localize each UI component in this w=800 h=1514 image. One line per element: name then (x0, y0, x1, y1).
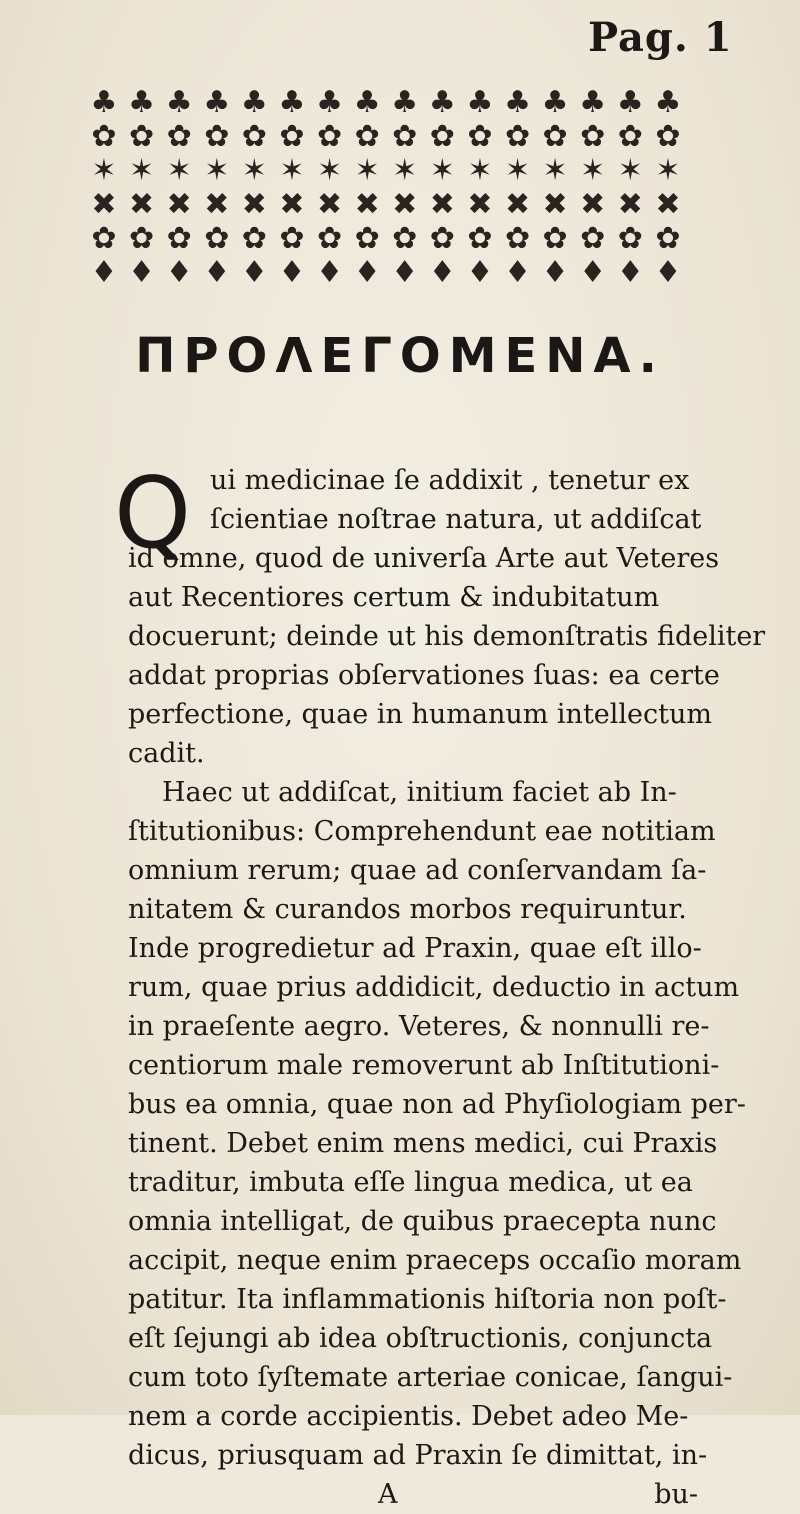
page-number: Pag. 1 (588, 14, 733, 61)
ornament-glyph-icon: ✶ (655, 153, 681, 188)
ornament-glyph-icon: ✶ (504, 153, 531, 188)
ornament-glyph-icon: ♣ (316, 85, 344, 120)
text-line: cum toto ſyſtemate arteriae conicae, ſangui- (128, 1362, 733, 1393)
ornament-glyph-icon: ✶ (166, 153, 192, 188)
ornament-glyph-icon: ✿ (580, 221, 606, 256)
ornament-glyph-icon: ✿ (91, 119, 117, 154)
ornament-glyph-icon: ♣ (165, 85, 193, 120)
ornament-glyph-icon: ✿ (279, 221, 305, 256)
ornament-glyph-icon: ✿ (617, 119, 643, 154)
ornament-glyph-icon: ♦ (353, 255, 381, 290)
ornament-glyph-icon: ♦ (240, 255, 268, 290)
ornament-glyph-icon: ✿ (279, 119, 305, 154)
text-line: docuerunt; deinde ut his demonſtratis fideliter (128, 621, 766, 652)
ornament-glyph-icon: ✿ (129, 119, 155, 154)
ornament-glyph-icon: ✶ (467, 153, 493, 188)
ornament-glyph-icon: ✖ (467, 187, 493, 222)
ornament-glyph-icon: ♦ (391, 255, 419, 290)
ornament-glyph-icon: ✶ (279, 153, 305, 188)
ornament-glyph-icon: ♣ (128, 85, 156, 120)
ornament-glyph-icon: ✶ (354, 153, 380, 188)
text-line: nem a corde accipientis. Debet adeo Me- (128, 1401, 689, 1432)
ornament-glyph-icon: ♣ (240, 85, 268, 120)
ornament-glyph-icon: ✿ (392, 119, 418, 154)
ornament-glyph-icon: ✖ (655, 187, 681, 222)
ornament-glyph-icon: ✿ (241, 221, 267, 256)
ornament-glyph-icon: ✖ (279, 187, 305, 222)
text-line: aut Recentiores certum & indubitatum (128, 582, 660, 613)
ornament-glyph-icon: ♦ (504, 255, 531, 290)
ornament-glyph-icon: ✿ (204, 119, 230, 154)
ornament-glyph-icon: ✿ (467, 221, 493, 256)
ornament-glyph-icon: ✿ (617, 221, 643, 256)
ornament-glyph-icon: ✖ (617, 187, 643, 222)
ornament-glyph-icon: ✿ (542, 221, 568, 256)
ornament-glyph-icon: ♣ (541, 85, 569, 120)
ornament-glyph-icon: ✖ (429, 187, 455, 222)
text-line: centiorum male removerunt ab Inſtitutioni- (128, 1050, 720, 1081)
ornament-glyph-icon: ✖ (241, 187, 267, 222)
text-line: rum, quae prius addidicit, deductio in actum (128, 972, 740, 1003)
ornament-glyph-icon: ✶ (617, 153, 643, 188)
text-line: addat proprias obſervationes ſuas: ea certe (128, 660, 720, 691)
text-line: omnium rerum; quae ad conſervandam ſa- (128, 855, 707, 886)
ornament-glyph-icon: ✶ (429, 153, 455, 188)
text-line: Inde progredietur ad Praxin, quae eſt illo- (128, 933, 702, 964)
ornament-glyph-icon: ♦ (90, 255, 118, 290)
text-line: cadit. (128, 738, 205, 769)
text-line: perfectione, quae in humanum intellectum (128, 699, 712, 730)
ornament-glyph-icon: ✶ (316, 153, 343, 188)
ornament-glyph-icon: ♣ (203, 85, 231, 120)
ornament-glyph-icon: ♣ (504, 85, 531, 120)
ornament-glyph-icon: ♣ (428, 85, 456, 120)
ornament-glyph-icon: ✿ (316, 119, 343, 154)
ornament-glyph-icon: ✿ (542, 119, 568, 154)
ornament-glyph-icon: ✶ (542, 153, 568, 188)
ornament-glyph-icon: ✿ (655, 221, 681, 256)
ornament-glyph-icon: ✿ (354, 119, 380, 154)
ornament-glyph-icon: ✖ (316, 187, 343, 222)
text-line: omnia intelligat, de quibus praecepta nunc (128, 1206, 717, 1237)
ornament-glyph-icon: ✿ (91, 221, 117, 256)
text-line: patitur. Ita inflammationis hiſtoria non poſt- (128, 1284, 727, 1315)
ornament-glyph-icon: ✿ (129, 221, 155, 256)
ornament-glyph-icon: ✿ (241, 119, 267, 154)
text-line: traditur, imbuta eſſe lingua medica, ut ea (128, 1167, 693, 1198)
ornament-glyph-icon: ✖ (204, 187, 230, 222)
ornament-glyph-icon: ✶ (392, 153, 418, 188)
ornament-row (86, 188, 686, 222)
ornament-row (86, 86, 686, 120)
ornament-glyph-icon: ♦ (428, 255, 456, 290)
ornament-glyph-icon: ✶ (91, 153, 117, 188)
text-line: accipit, neque enim praeceps occaſio moram (128, 1245, 742, 1276)
ornament-glyph-icon: ♣ (278, 85, 306, 120)
ornament-glyph-icon: ♦ (654, 255, 682, 290)
ornament-glyph-icon: ✖ (392, 187, 418, 222)
ornament-glyph-icon: ✿ (429, 221, 455, 256)
ornament-glyph-icon: ♦ (466, 255, 494, 290)
text-line: nitatem & curandos morbos requiruntur. (128, 894, 687, 925)
ornament-row (86, 222, 686, 256)
ornament-glyph-icon: ♣ (466, 85, 494, 120)
ornament-row (86, 154, 686, 188)
ornament-glyph-icon: ♣ (616, 85, 644, 120)
ornament-glyph-icon: ✶ (129, 153, 155, 188)
ornament-glyph-icon: ✿ (392, 221, 418, 256)
ornament-glyph-icon: ✿ (467, 119, 493, 154)
ornament-row (86, 120, 686, 154)
ornament-row (86, 256, 686, 290)
ornament-glyph-icon: ✖ (129, 187, 155, 222)
text-line: eſt ſejungi ab idea obſtructionis, conjuncta (128, 1323, 713, 1354)
ornament-glyph-icon: ♦ (278, 255, 306, 290)
ornament-glyph-icon: ♣ (90, 85, 118, 120)
ornament-glyph-icon: ♣ (353, 85, 381, 120)
text-line: ui medicinae ſe addixit , tenetur ex (210, 465, 690, 496)
ornament-glyph-icon: ✖ (542, 187, 568, 222)
text-line: bus ea omnia, quae non ad Phyſiologiam per- (128, 1089, 746, 1120)
page-title: ΠΡΟΛΕΓΟΜΕΝΑ. (135, 328, 665, 384)
catchword: bu- (654, 1479, 698, 1510)
ornament-glyph-icon: ✿ (504, 221, 531, 256)
ornament-glyph-icon: ✿ (166, 221, 192, 256)
ornament-glyph-icon: ♦ (579, 255, 607, 290)
ornament-glyph-icon: ✖ (580, 187, 606, 222)
ornament-glyph-icon: ✿ (166, 119, 192, 154)
ornament-glyph-icon: ♣ (391, 85, 419, 120)
ornament-glyph-icon: ✿ (655, 119, 681, 154)
text-line: ſtitutionibus: Comprehendunt eae notitiam (128, 816, 716, 847)
ornament-glyph-icon: ✶ (580, 153, 606, 188)
ornament-glyph-icon: ✶ (204, 153, 230, 188)
text-line: id omne, quod de univerſa Arte aut Veteres (128, 543, 720, 574)
ornament-glyph-icon: ♦ (165, 255, 193, 290)
drop-cap-initial: Q (114, 457, 192, 571)
ornament-glyph-icon: ✿ (429, 119, 455, 154)
text-line: ſcientiae noſtrae natura, ut addiſcat (210, 504, 702, 535)
ornament-glyph-icon: ♣ (579, 85, 607, 120)
ornament-glyph-icon: ✖ (354, 187, 380, 222)
body-text (128, 461, 766, 1514)
text-line: in praeſente aegro. Veteres, & nonnulli re- (128, 1011, 710, 1042)
text-line: dicus, priusquam ad Praxin ſe dimittat, in- (128, 1440, 708, 1471)
ornament-glyph-icon: ✖ (91, 187, 117, 222)
ornament-glyph-icon: ✿ (204, 221, 230, 256)
ornament-glyph-icon: ♦ (616, 255, 644, 290)
ornament-glyph-icon: ✿ (580, 119, 606, 154)
ornament-glyph-icon: ♦ (541, 255, 569, 290)
ornament-glyph-icon: ✖ (166, 187, 192, 222)
ornament-glyph-icon: ♦ (316, 255, 344, 290)
ornament-glyph-icon: ✿ (504, 119, 531, 154)
ornament-glyph-icon: ♦ (203, 255, 231, 290)
ornament-glyph-icon: ♣ (654, 85, 682, 120)
signature-mark: A (378, 1479, 398, 1510)
text-line: Haec ut addiſcat, initium faciet ab In- (162, 777, 677, 808)
page-footer (128, 1475, 718, 1514)
text-line: tinent. Debet enim mens medici, cui Praxis (128, 1128, 718, 1159)
ornament-glyph-icon: ✶ (241, 153, 267, 188)
decorative-headpiece (86, 85, 686, 290)
ornament-glyph-icon: ✖ (504, 187, 531, 222)
ornament-glyph-icon: ✿ (354, 221, 380, 256)
ornament-glyph-icon: ✿ (316, 221, 343, 256)
ornament-glyph-icon: ♦ (128, 255, 156, 290)
